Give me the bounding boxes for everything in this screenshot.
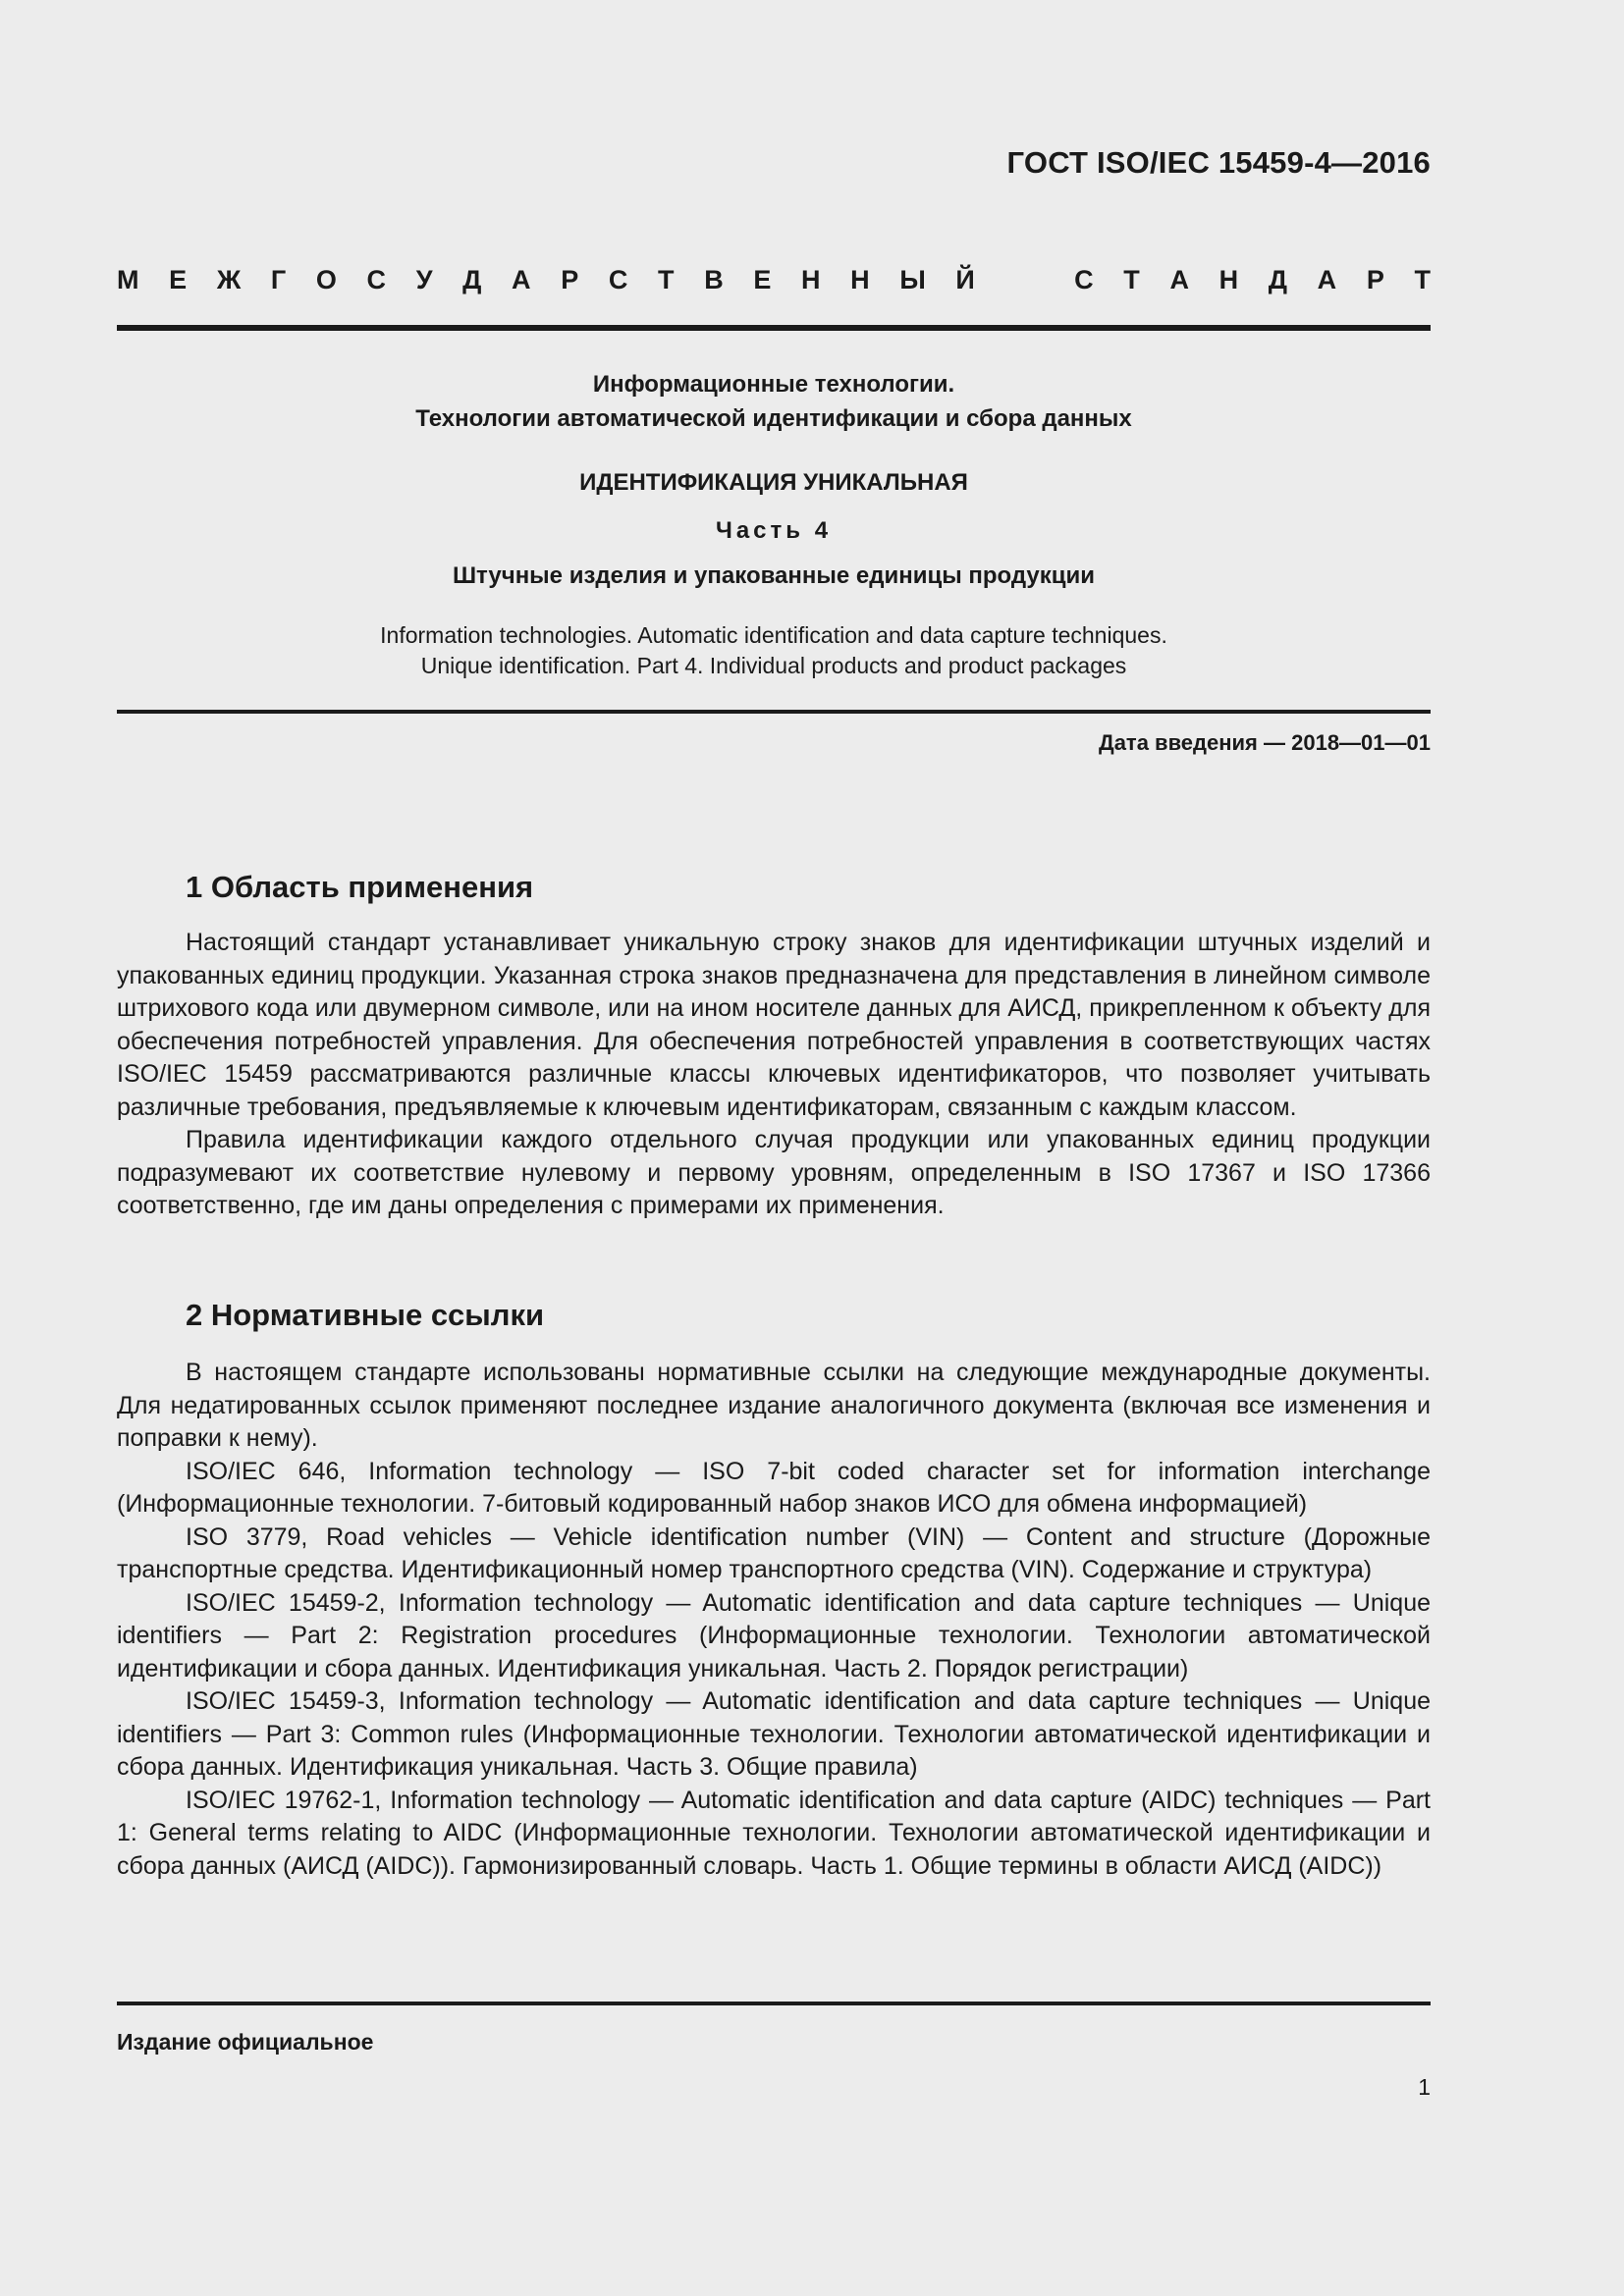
reference-item: ISO/IEC 19762-1, Information technology — Automatic identification and data capture (AIDC) techniques — Part 1: General terms relating to AIDC (Информационные технологии. Технологии автоматической идентификации и сбора данных (АИСД (AIDC)). Гармонизированный словарь. Часть 1. Общие термины в области АИСД (AIDC)) xyxy=(117,1786,1431,1880)
letter: Й xyxy=(955,265,975,294)
letter: С xyxy=(1074,265,1094,294)
standard-type-heading xyxy=(117,265,1431,295)
title-part: Часть 4 xyxy=(715,517,833,544)
section-heading: 2 Нормативные ссылки xyxy=(186,1298,545,1332)
title-line-1: Информационные технологии. xyxy=(592,371,955,398)
letter: А xyxy=(1169,265,1189,294)
letter: Т xyxy=(658,265,675,294)
letter: Ы xyxy=(899,265,926,294)
letter: Н xyxy=(1218,265,1239,294)
letter: Т xyxy=(1123,265,1140,294)
footer-rule xyxy=(117,2002,1431,2005)
letter: А xyxy=(512,265,531,294)
paragraph: В настоящем стандарте использованы нормативные ссылки на следующие международные документы. Для недатированных ссылок применяют последнее издание аналогичного документа (включая все изменения и поправки к нему). xyxy=(117,1359,1431,1452)
letter: Д xyxy=(1268,265,1288,294)
letter: В xyxy=(704,265,724,294)
reference-item: ISO 3779, Road vehicles — Vehicle identification number (VIN) — Content and structure (Дорожные транспортные средства. Идентификационный номер транспортного средства (VIN). Содержание и структура) xyxy=(117,1522,1431,1583)
letter: О xyxy=(315,265,337,294)
section-heading: 1 Область применения xyxy=(186,870,534,904)
letter: Е xyxy=(753,265,772,294)
letter: А xyxy=(1317,265,1337,294)
letter: Р xyxy=(1366,265,1384,294)
letter: Н xyxy=(850,265,870,294)
title-en-line-1: Information technologies. Automatic identification and data capture techniques. xyxy=(380,622,1167,648)
title-subtitle: Штучные изделия и упакованные единицы продукции xyxy=(452,562,1096,589)
reference-item: ISO/IEC 15459-2, Information technology — Automatic identification and data capture techniques — Unique identifiers — Part 2: Registration procedures (Информационные технологии. Технологии автоматической идентификации и сбора данных. Идентификация уникальная. Часть 2. Порядок регистрации) xyxy=(117,1588,1431,1682)
title-en xyxy=(117,620,1431,681)
paragraph: Правила идентификации каждого отдельного случая продукции или упакованных единиц продукции подразумевают их соответствие нулевому и первому уровням, определенным в ISO 17367 и ISO 17366 соответственно, где им даны определения с примерами их применения. xyxy=(117,1126,1431,1219)
introduction-date: Дата введения — 2018—01—01 xyxy=(1099,730,1431,755)
letter: С xyxy=(366,265,387,294)
letter: Е xyxy=(169,265,188,294)
header-rule xyxy=(117,325,1431,331)
title-main: ИДЕНТИФИКАЦИЯ УНИКАЛЬНАЯ xyxy=(579,469,968,496)
letter: Р xyxy=(561,265,579,294)
title-line-2: Технологии автоматической идентификации и сбора данных xyxy=(415,405,1132,432)
reference-item: ISO/IEC 646, Information technology — ISO 7-bit coded character set for information interchange (Информационные технологии. 7-битовый кодированный набор знаков ИСО для обмена информацией) xyxy=(117,1457,1431,1518)
official-edition-label: Издание официальное xyxy=(117,2029,374,2055)
page-number: 1 xyxy=(1418,2074,1431,2100)
title-en-line-2: Unique identification. Part 4. Individual products and product packages xyxy=(420,653,1127,678)
letter: Д xyxy=(462,265,482,294)
section-body xyxy=(117,1357,1431,1883)
title-rule xyxy=(117,710,1431,714)
document-code: ГОСТ ISO/IEC 15459-4—2016 xyxy=(1006,145,1431,180)
letter: Г xyxy=(270,265,287,294)
letter: Ж xyxy=(216,265,242,294)
document-page xyxy=(117,0,1431,2296)
letter: У xyxy=(415,265,433,294)
letter: Т xyxy=(1414,265,1431,294)
letter: Н xyxy=(801,265,821,294)
letter: М xyxy=(117,265,139,294)
section-body xyxy=(117,927,1431,1223)
reference-item: ISO/IEC 15459-3, Information technology — Automatic identification and data capture techniques — Unique identifiers — Part 3: Common rules (Информационные технологии. Технологии автоматической идентификации и сбора данных. Идентификация уникальная. Часть 3. Общие правила) xyxy=(117,1687,1431,1781)
paragraph: Настоящий стандарт устанавливает уникальную строку знаков для идентификации штучных изделий и упакованных единиц продукции. Указанная строка знаков предназначена для представления в линейном символе штрихового кода или двумерном символе, или на ином носителе данных для АИСД, прикрепленном к объекту для обеспечения потребностей управления. Для обеспечения потребностей управления в соответствующих частях ISO/IEC 15459 рассматриваются различные классы ключевых идентификаторов, что позволяет учитывать различные требования, предъявляемые к ключевым идентификаторам, связанным с каждым классом. xyxy=(117,929,1431,1121)
letter: С xyxy=(608,265,628,294)
title-ru xyxy=(117,367,1431,436)
word-gap xyxy=(1004,265,1044,295)
